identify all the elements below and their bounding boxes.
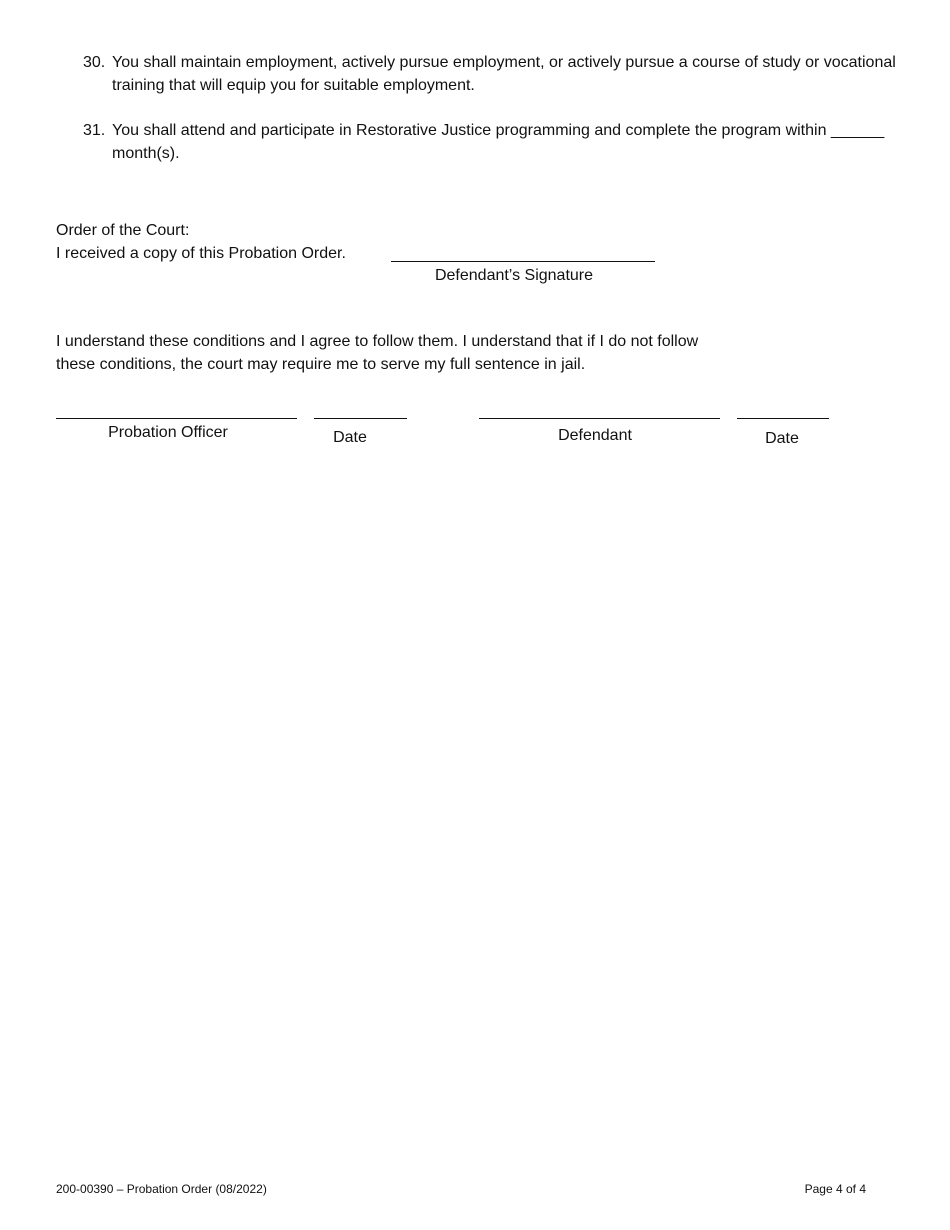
condition-text: You shall attend and participate in Restorative Justice programming and complete the program within ______ month(s). xyxy=(112,122,885,162)
footer-form-id: 200-00390 – Probation Order (08/2022) xyxy=(56,1182,267,1196)
probation-officer-caption: Probation Officer xyxy=(108,424,228,441)
officer-date-line[interactable] xyxy=(314,418,407,419)
received-statement: I received a copy of this Probation Order. xyxy=(56,245,346,262)
condition-number: 31. xyxy=(83,122,106,139)
footer-page-number: Page 4 of 4 xyxy=(804,1182,866,1196)
defendant-date-line[interactable] xyxy=(737,418,829,419)
defendant-signature-caption: Defendant’s Signature xyxy=(434,267,594,284)
order-heading: Order of the Court: xyxy=(56,222,190,239)
condition-31 xyxy=(83,119,903,165)
defendant-signature-line-2[interactable] xyxy=(479,418,720,419)
condition-30 xyxy=(83,51,903,97)
agreement-line-2: these conditions, the court may require me to serve my full sentence in jail. xyxy=(56,356,586,373)
defendant-signature-line[interactable] xyxy=(391,261,655,262)
defendant-caption: Defendant xyxy=(558,427,632,444)
agreement-line-1: I understand these conditions and I agree to follow them. I understand that if I do not follow xyxy=(56,333,699,350)
condition-number: 30. xyxy=(83,54,106,71)
probation-officer-signature-line[interactable] xyxy=(56,418,297,419)
condition-text: You shall maintain employment, actively pursue employment, or actively pursue a course of study or vocational training that will equip you for suitable employment. xyxy=(112,54,896,94)
officer-date-caption: Date xyxy=(333,429,367,446)
defendant-date-caption: Date xyxy=(765,430,799,447)
